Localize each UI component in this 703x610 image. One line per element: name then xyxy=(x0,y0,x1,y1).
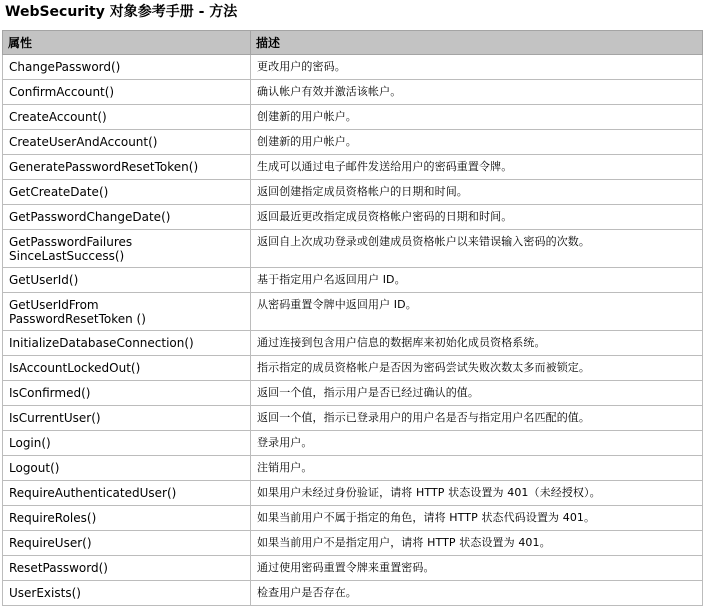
method-description-cell: 生成可以通过电子邮件发送给用户的密码重置令牌。 xyxy=(251,155,703,180)
table-row xyxy=(3,581,703,606)
column-header-property: 属性 xyxy=(3,31,251,55)
table-row xyxy=(3,506,703,531)
method-description-cell: 如果当前用户不是指定用户，请将 HTTP 状态设置为 401。 xyxy=(251,531,703,556)
method-description-cell: 注销用户。 xyxy=(251,456,703,481)
method-description-cell: 更改用户的密码。 xyxy=(251,55,703,80)
method-description-cell: 确认帐户有效并激活该帐户。 xyxy=(251,80,703,105)
table-row xyxy=(3,105,703,130)
table-row xyxy=(3,531,703,556)
method-description-cell: 返回一个值，指示已登录用户的用户名是否与指定用户名匹配的值。 xyxy=(251,406,703,431)
table-row xyxy=(3,55,703,80)
method-name-cell: UserExists() xyxy=(3,581,251,606)
method-name-cell: RequireRoles() xyxy=(3,506,251,531)
method-description-cell: 创建新的用户帐户。 xyxy=(251,105,703,130)
page-title: WebSecurity 对象参考手册 - 方法 xyxy=(5,4,238,20)
method-name-cell: GetPasswordChangeDate() xyxy=(3,205,251,230)
method-name-cell: IsAccountLockedOut() xyxy=(3,356,251,381)
method-name-cell: CreateAccount() xyxy=(3,105,251,130)
methods-table xyxy=(2,30,703,606)
table-row xyxy=(3,230,703,268)
method-name-cell: GetUserId() xyxy=(3,268,251,293)
table-row xyxy=(3,293,703,331)
method-description-cell: 通过使用密码重置令牌来重置密码。 xyxy=(251,556,703,581)
method-name-cell: IsConfirmed() xyxy=(3,381,251,406)
table-row xyxy=(3,331,703,356)
method-description-cell: 返回一个值，指示用户是否已经过确认的值。 xyxy=(251,381,703,406)
table-row xyxy=(3,268,703,293)
method-description-cell: 返回创建指定成员资格帐户的日期和时间。 xyxy=(251,180,703,205)
method-name-cell: GeneratePasswordResetToken() xyxy=(3,155,251,180)
method-description-cell: 如果用户未经过身份验证，请将 HTTP 状态设置为 401（未经授权）。 xyxy=(251,481,703,506)
method-description-cell: 从密码重置令牌中返回用户 ID。 xyxy=(251,293,703,331)
method-description-cell: 返回最近更改指定成员资格帐户密码的日期和时间。 xyxy=(251,205,703,230)
method-name-cell: InitializeDatabaseConnection() xyxy=(3,331,251,356)
method-name-cell: GetCreateDate() xyxy=(3,180,251,205)
table-row xyxy=(3,130,703,155)
method-name-cell: Login() xyxy=(3,431,251,456)
method-name-cell: Logout() xyxy=(3,456,251,481)
method-description-cell: 返回自上次成功登录或创建成员资格帐户以来错误输入密码的次数。 xyxy=(251,230,703,268)
method-name-cell: GetUserIdFrom PasswordResetToken () xyxy=(3,293,251,331)
method-description-cell: 指示指定的成员资格帐户是否因为密码尝试失败次数太多而被锁定。 xyxy=(251,356,703,381)
table-row xyxy=(3,406,703,431)
table-row xyxy=(3,180,703,205)
table-row xyxy=(3,481,703,506)
table-row xyxy=(3,205,703,230)
method-name-cell: GetPasswordFailures SinceLastSuccess() xyxy=(3,230,251,268)
method-name-cell: ConfirmAccount() xyxy=(3,80,251,105)
method-description-cell: 登录用户。 xyxy=(251,431,703,456)
table-header-row xyxy=(3,31,703,55)
method-name-cell: RequireUser() xyxy=(3,531,251,556)
method-name-cell: RequireAuthenticatedUser() xyxy=(3,481,251,506)
method-name-cell: IsCurrentUser() xyxy=(3,406,251,431)
method-name-cell: ChangePassword() xyxy=(3,55,251,80)
method-description-cell: 基于指定用户名返回用户 ID。 xyxy=(251,268,703,293)
table-row xyxy=(3,556,703,581)
method-description-cell: 检查用户是否存在。 xyxy=(251,581,703,606)
table-row xyxy=(3,356,703,381)
method-description-cell: 通过连接到包含用户信息的数据库来初始化成员资格系统。 xyxy=(251,331,703,356)
method-description-cell: 如果当前用户不属于指定的角色，请将 HTTP 状态代码设置为 401。 xyxy=(251,506,703,531)
table-row xyxy=(3,381,703,406)
method-description-cell: 创建新的用户帐户。 xyxy=(251,130,703,155)
method-name-cell: CreateUserAndAccount() xyxy=(3,130,251,155)
method-name-cell: ResetPassword() xyxy=(3,556,251,581)
table-row xyxy=(3,456,703,481)
table-row xyxy=(3,155,703,180)
column-header-description: 描述 xyxy=(251,31,703,55)
table-row xyxy=(3,80,703,105)
table-row xyxy=(3,431,703,456)
